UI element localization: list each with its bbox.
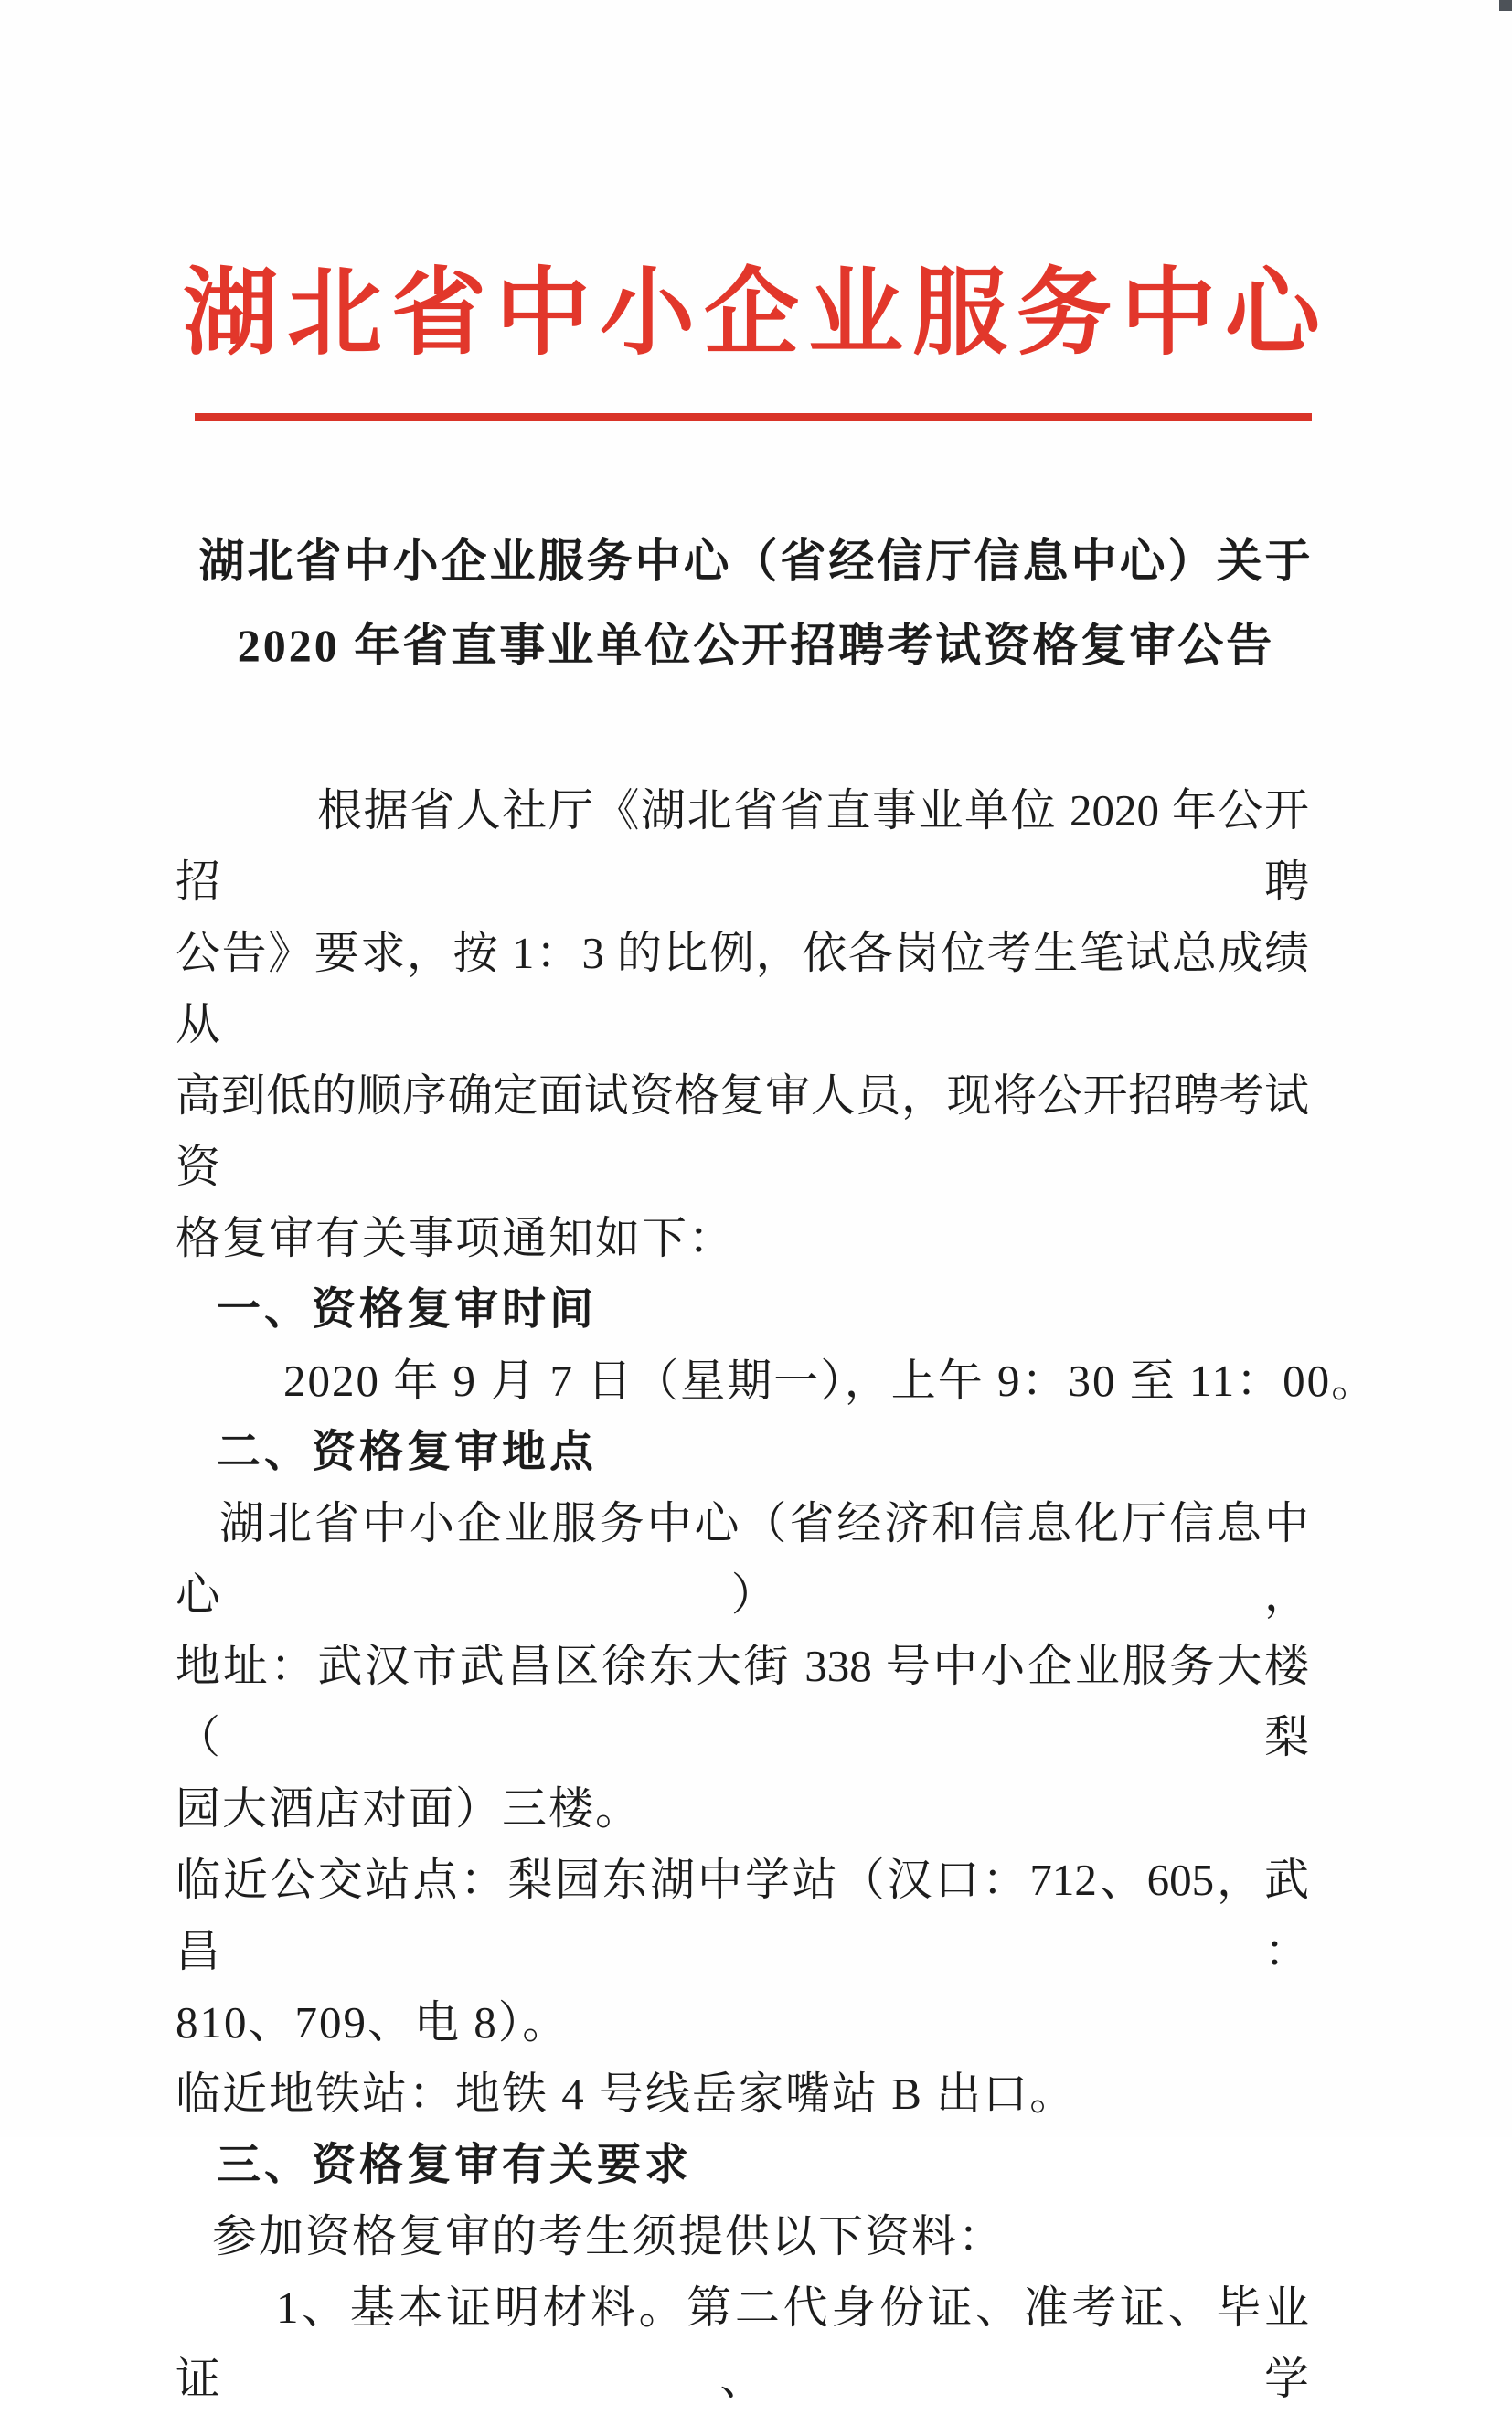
section-heading: 二、资格复审地点 — [217, 1428, 598, 1476]
scan-artifact — [1499, 0, 1512, 11]
body-line: 地址：武汉市武昌区徐东大街 338 号中小企业服务大楼（梨 — [176, 1641, 1309, 1762]
body-line: 高到低的顺序确定面试资格复审人员，现将公开招聘考试资 — [176, 1070, 1309, 1192]
document-body — [176, 775, 1379, 2415]
document-title-line1: 湖北省中小企业服务中心（省经信厅信息中心）关于 — [198, 536, 1314, 587]
body-line: 根据省人社厅《湖北省省直事业单位 2020 年公开招聘 — [176, 785, 1309, 907]
section-heading: 三、资格复审有关要求 — [217, 2141, 693, 2189]
section-heading: 一、资格复审时间 — [217, 1285, 598, 1334]
document-title-line2: 2020 年省直事业单位公开招聘考试资格复审公告 — [237, 620, 1275, 671]
body-line: 湖北省中小企业服务中心（省经济和信息化厅信息中心）， — [176, 1498, 1309, 1620]
body-line: 格复审有关事项通知如下： — [176, 1213, 736, 1263]
body-line: 园大酒店对面）三楼。 — [176, 1783, 643, 1834]
letterhead-title: 湖北省中小企业服务中心 — [182, 261, 1329, 367]
body-line: 临近公交站点：梨园东湖中学站（汉口：712、605，武昌： — [176, 1855, 1309, 1976]
body-line: 1、基本证明材料。第二代身份证、准考证、毕业证、学 — [176, 2282, 1309, 2404]
body-line: 810、709、电 8）。 — [176, 1997, 570, 2048]
body-line: 参加资格复审的考生须提供以下资料： — [212, 2211, 1006, 2261]
letterhead-rule — [195, 413, 1312, 421]
body-line: 公告》要求，按 1：3 的比例，依各岗位考生笔试总成绩从 — [176, 928, 1309, 1049]
body-line: 2020 年 9 月 7 日（星期一），上午 9：30 至 11：00。 — [283, 1356, 1379, 1406]
body-line: 临近地铁站：地铁 4 号线岳家嘴站 B 出口。 — [176, 2069, 1077, 2119]
document-title — [0, 519, 1512, 687]
